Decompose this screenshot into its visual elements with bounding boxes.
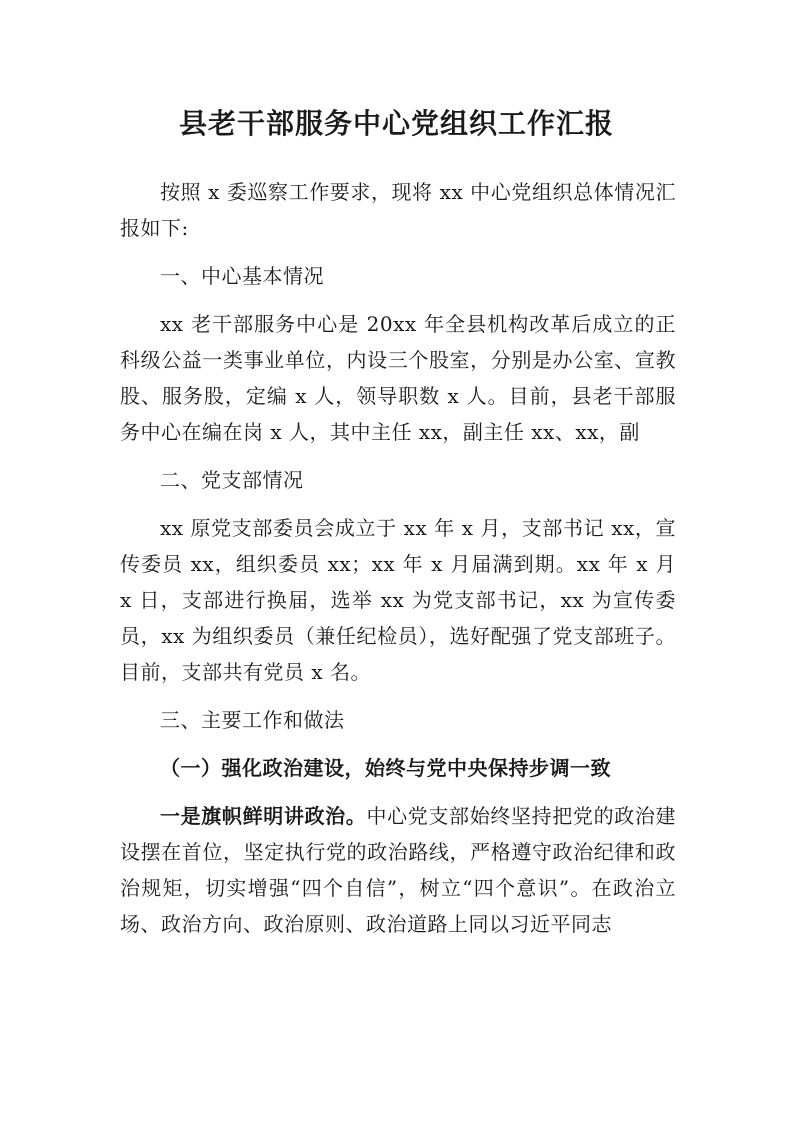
- document-body: [120, 174, 676, 954]
- document-title: 县老干部服务中心党组织工作汇报: [178, 107, 614, 140]
- section-2-paragraph: xx 原党支部委员会成立于 xx 年 x 月，支部书记 xx，宣传委员 xx，组织委员 xx；xx 年 x 月届满到期。xx 年 x 月 x 日，支部进行换届，选举 xx 为党支部书记，xx 为宣传委员，xx 为组织委员（兼任纪检员），选好配强了党支部班子。目前，支部共有党员 x 名。: [120, 516, 676, 684]
- intro-paragraph: 按照 x 委巡察工作要求，现将 xx 中心党组织总体情况汇报如下:: [120, 180, 676, 240]
- section-1-heading: 一、中心基本情况: [160, 264, 324, 288]
- paragraph-lead-phrase: 一是旗帜鲜明讲政治。: [160, 804, 367, 828]
- section-3-paragraph: [120, 798, 676, 942]
- paragraph-text: 中心党支部始终坚持把党的政治建设摆在首位，坚定执行党的政治路线，严格遵守政治纪律和政治规矩，切实增强“四个自信”，树立“四个意识”。在政治立场、政治方向、政治原则、政治道路上同以习近平同志: [120, 804, 677, 936]
- section-3-subheading: （一）强化政治建设，始终与党中央保持步调一致: [160, 756, 611, 780]
- section-1-paragraph: xx 老干部服务中心是 20xx 年全县机构改革后成立的正科级公益一类事业单位，内设三个股室，分别是办公室、宣教股、服务股，定编 x 人，领导职数 x 人。目前，县老干部服务中心在编在岗 x 人，其中主任 xx，副主任 xx、xx，副: [120, 312, 676, 444]
- section-2-heading: 二、党支部情况: [160, 468, 304, 492]
- section-3-heading: 三、主要工作和做法: [160, 708, 345, 732]
